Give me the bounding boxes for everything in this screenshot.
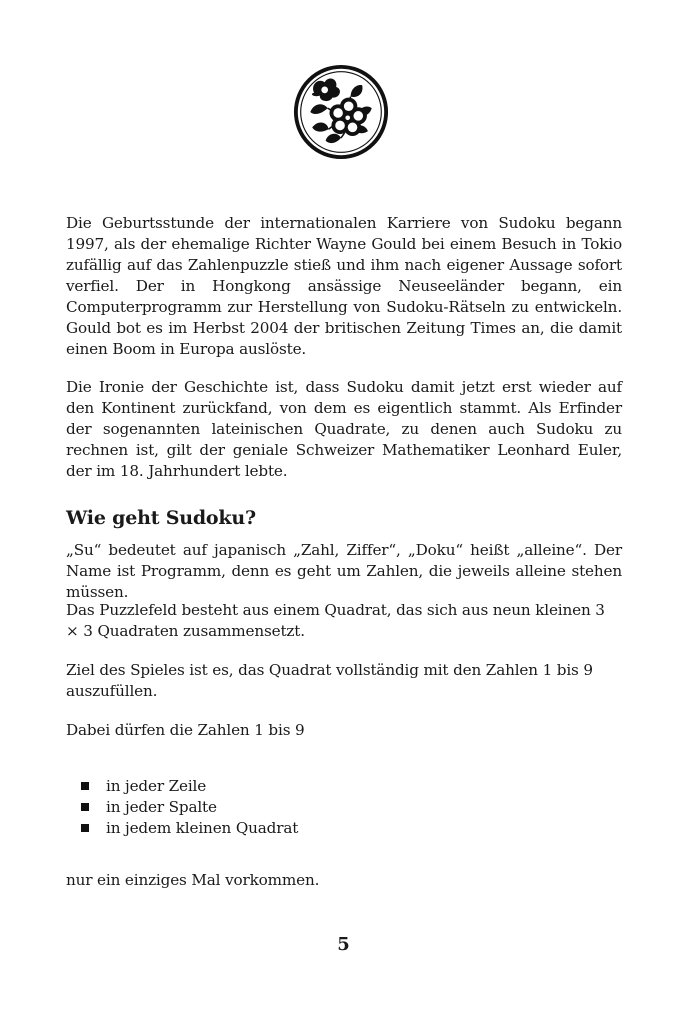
rule-list [66, 776, 298, 839]
paragraph-goal: Ziel des Spieles ist es, das Quadrat vollständig mit den Zahlen 1 bis 9 auszufüllen. [66, 661, 593, 700]
list-item [66, 776, 298, 797]
paragraph-rule-intro: Dabei dürfen die Zahlen 1 bis 9 [66, 721, 305, 739]
flower-emblem-icon [293, 64, 389, 160]
paragraph-history: Die Geburtsstunde der internationalen Karriere von Sudoku begann 1997, als der ehemalige Richter Wayne Gould bei einem Besuch in Tokio zufällig auf das Zahlenpuzzle stieß und ihm nach eigener Aussage sofort verfiel. Der in Hongkong ansässige Neuseeländer begann, ein Computerprogramm zur Herstellung von Sudoku-Rätseln zu entwickeln. Gould bot es im Herbst 2004 der britischen Zeitung Times an, die damit einen Boom in Europa auslöste. [66, 214, 622, 358]
bullet-square-icon [81, 803, 89, 811]
paragraph-rule-outro: nur ein einziges Mal vorkommen. [66, 871, 320, 889]
list-item-label: in jeder Zeile [106, 777, 207, 795]
section-heading: Wie geht Sudoku? [66, 507, 256, 529]
list-item-label: in jeder Spalte [106, 798, 217, 816]
paragraph-irony: Die Ironie der Geschichte ist, dass Sudoku damit jetzt erst wieder auf den Kontinent zurückfand, von dem es eigentlich stammt. Als Erfinder der sogenannten lateinischen Quadrate, zu denen auch Sudoku zu rechnen ist, gilt der geniale Schweizer Mathematiker Leonhard Euler, der im 18. Jahrhundert lebte. [66, 378, 622, 480]
bullet-square-icon [81, 824, 89, 832]
list-item [66, 818, 298, 839]
list-item [66, 797, 298, 818]
page-number: 5 [337, 934, 350, 955]
bullet-square-icon [81, 782, 89, 790]
list-item-label: in jedem kleinen Quadrat [106, 819, 299, 837]
paragraph-name-meaning: „Su“ bedeutet auf japanisch „Zahl, Ziffer“, „Doku“ heißt „alleine“. Der Name ist Programm, denn es geht um Zahlen, die jeweils alleine stehen müssen. [66, 541, 622, 601]
paragraph-puzzle-field: Das Puzzlefeld besteht aus einem Quadrat, das sich aus neun kleinen 3 × 3 Quadraten zusammensetzt. [66, 601, 605, 640]
